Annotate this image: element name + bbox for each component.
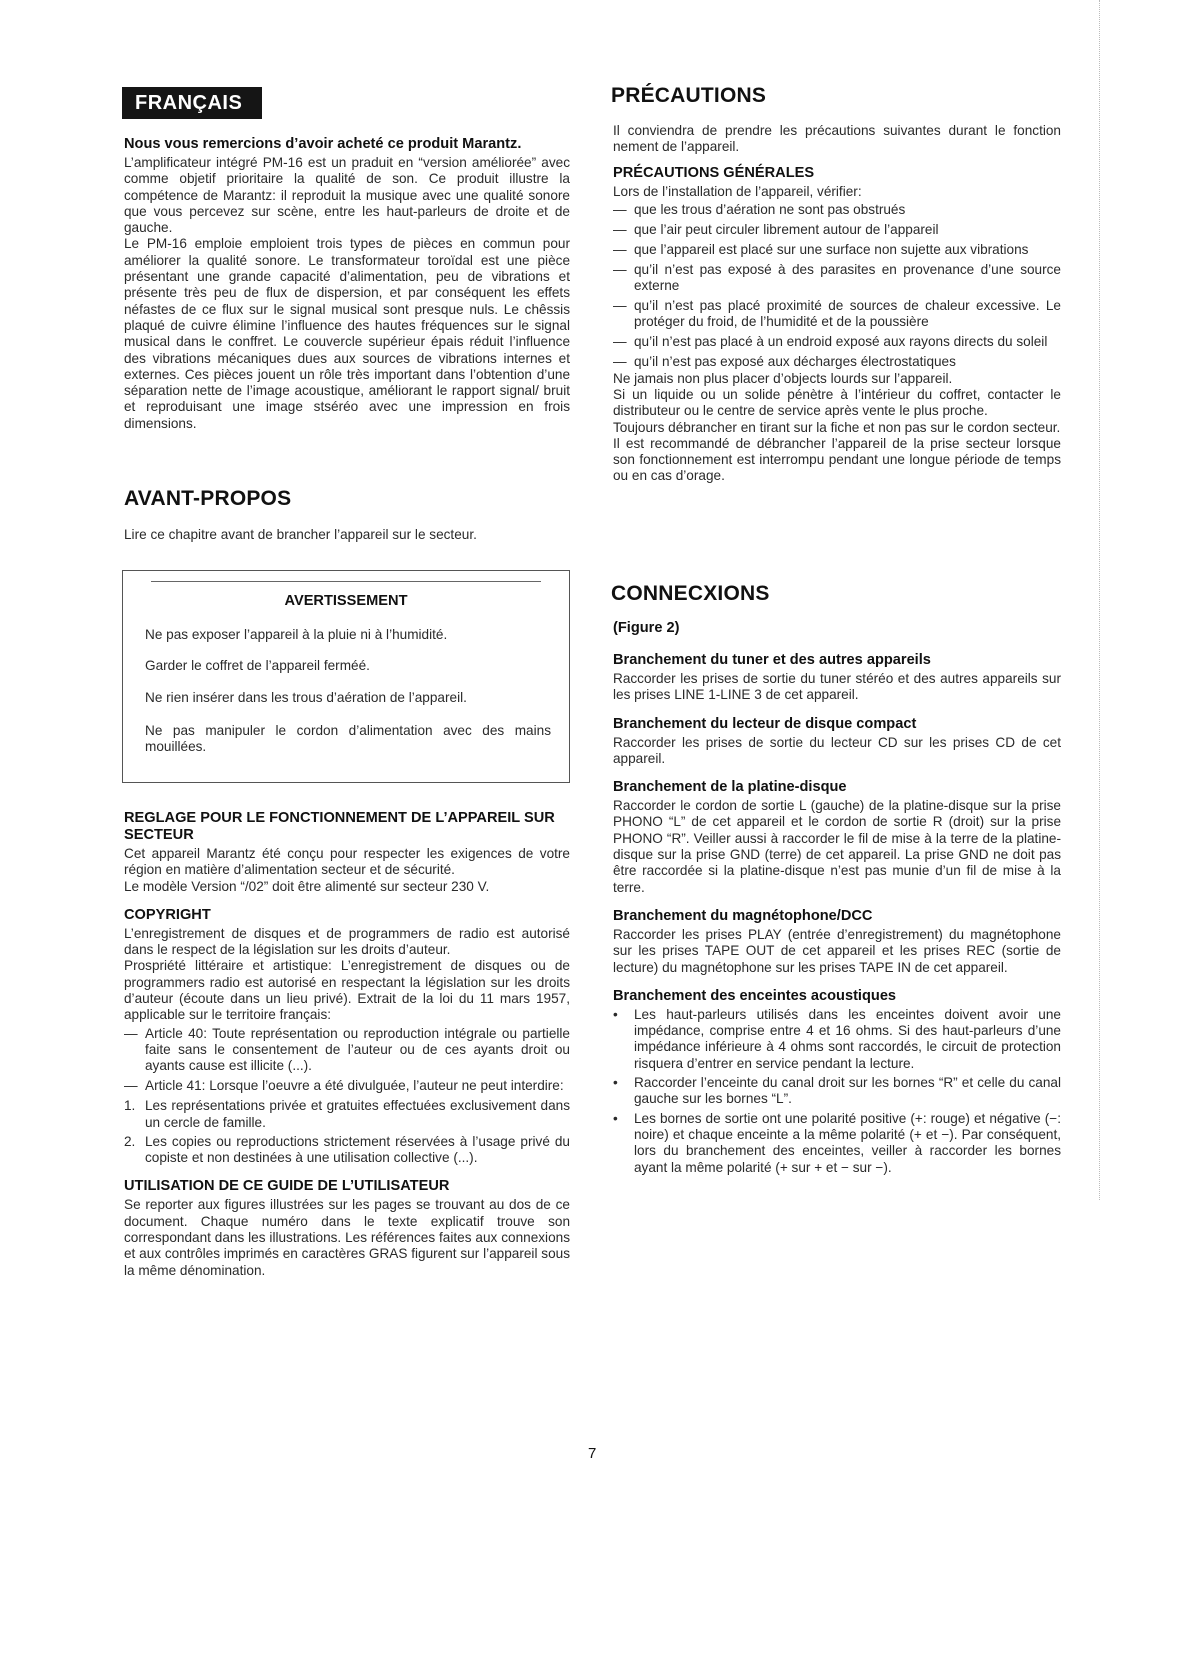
warning-item: Ne pas exposer l’appareil à la pluie ni à l’humidité. xyxy=(145,627,448,642)
cd-text: Raccorder les prises de sortie du lecteur CD sur les prises CD de cet appareil. xyxy=(613,734,1061,766)
list-item: • Les bornes de sortie ont une polarité positive (+: rouge) et négative (−: noire) et chaque enceinte a la même polarité (+ et −). Par conséquent, lors du branchement des enceintes, veiller à raccorder les bornes ayant la même polarité (+ sur + et − sur −). xyxy=(613,1110,1061,1175)
magneto-text: Raccorder les prises PLAY (entrée d’enregistrement) du magnétophone sur les prises TAPE OUT de cet appareil et les prises REC (sortie de lecture) du magnétophone sur les prises TAPE IN de cet appareil. xyxy=(613,926,1061,975)
tuner-text: Raccorder les prises de sortie du tuner stéréo et des autres appareils sur les prises LINE 1-LINE 3 de cet appareil. xyxy=(613,671,1061,703)
warning-item: Garder le coffret de l’appareil ferméé. xyxy=(145,658,370,673)
connexions-figure-ref: (Figure 2) xyxy=(613,620,680,636)
precautions-title: PRÉCAUTIONS xyxy=(611,84,767,107)
precautions-lead: Lors de l’installation de l’appareil, vérifier: xyxy=(613,183,862,199)
copyright-article-list xyxy=(124,1026,570,1095)
list-item: — Article 40: Toute représentation ou reproduction intégrale ou partielle faite sans le consentement de l’auteur ou de ces ayants droit ou ayants cause est illicite (...). xyxy=(124,1025,570,1074)
copyright-title: COPYRIGHT xyxy=(124,906,211,923)
reglage-text-1: Cet appareil Marantz été conçu pour respecter les exigences de votre région en matière d’alimentation secteur et de sécurité. xyxy=(124,846,570,878)
reglage-section xyxy=(124,810,570,1279)
precautions-after-1: Ne jamais non plus placer d’objects lourds sur l’appareil. xyxy=(613,370,953,386)
page-number: 7 xyxy=(588,1445,597,1462)
enceintes-list xyxy=(613,1007,1061,1176)
list-item: 1. Les représentations privée et gratuites effectuées exclusivement dans un cercle de famille. xyxy=(124,1098,570,1130)
precautions-after-3: Toujours débrancher en tirant sur la fiche et non pas sur le cordon secteur. xyxy=(613,419,1061,435)
precautions-generales-title: PRÉCAUTIONS GÉNÉRALES xyxy=(613,164,815,181)
list-item: 2. Les copies ou reproductions strictement réservées à l’usage privé du copiste et non destinées à une utilisation collective (...). xyxy=(124,1133,570,1166)
precautions-section xyxy=(613,123,1061,485)
copyright-numbered-list xyxy=(124,1098,570,1166)
enceintes-title: Branchement des enceintes acoustiques xyxy=(613,987,897,1004)
platine-text: Raccorder le cordon de sortie L (gauche) de la platine-disque sur la prise PHONO “L” de cet appareil et le cordon de sortie R (droit) sur la prise PHONO “R”. Veiller aussi à raccorder le fil de mise à la terre de la platine-disque sur la prise GND (terre) de cet appareil. La prise GND ne doit pas être raccordée si la platine-disque n’est pas munie d’un fil de mise à la terre. xyxy=(613,798,1061,895)
precautions-list xyxy=(613,202,1061,371)
connexions-title: CONNECXIONS xyxy=(611,582,770,605)
list-item: — qu’il n’est pas placé à un endroid exposé aux rayons directs du soleil xyxy=(613,334,1048,350)
intro-heading: Nous vous remercions d’avoir acheté ce produit Marantz. xyxy=(124,136,522,152)
warning-top-rule xyxy=(151,581,541,582)
list-item: — qu’il n’est pas exposé à des parasites en provenance d’une source externe xyxy=(613,261,1061,294)
intro-section xyxy=(124,136,570,432)
list-item: • Raccorder l’enceinte du canal droit sur les bornes “R” et celle du canal gauche sur les bornes “L”. xyxy=(613,1075,1061,1107)
utilisation-text: Se reporter aux figures illustrées sur les pages se trouvant au dos de ce document. Chaque numéro dans le texte explicatif trouve son correspondant dans les illustrations. Les références faites aux connexions et aux contrôles imprimés en caractères GRAS figurent sur l’appareil sous la même dénomination. xyxy=(124,1197,570,1278)
reglage-text-2: Le modèle Version “/02” doit être alimenté sur secteur 230 V. xyxy=(124,878,490,894)
list-item: — que l’appareil est placé sur une surface non sujette aux vibrations xyxy=(613,241,1029,257)
warning-item: Ne rien insérer dans les trous d’aération de l’appareil. xyxy=(145,690,467,705)
warning-item: Ne pas manipuler le cordon d’alimentation avec des mains mouillées. xyxy=(145,723,551,755)
tuner-title: Branchement du tuner et des autres appareils xyxy=(613,652,931,668)
list-item: — Article 41: Lorsque l’oeuvre a été divulguée, l’auteur ne peut interdire: xyxy=(124,1078,564,1094)
copyright-text-2: Prospriété littéraire et artistique: L’enregistrement de disques ou de programmers radio est autorisé en respectant la législation sur les droits d’auteur (écoute dans un lieu privé). Extrait de la loi du 11 mars 1957, applicable sur le territoire français: xyxy=(124,958,570,1023)
precautions-after-2: Si un liquide ou un solide pénètre à l’intérieur du coffret, contacter le distributeur ou le centre de service après vente le plus proche. xyxy=(613,386,1061,419)
language-badge: FRANÇAIS xyxy=(122,87,262,119)
intro-paragraph-1: L’amplificateur intégré PM-16 est un praduit en “version améliorée” avec comme objetif prioritaire la qualité de son. Ce produit illustre la compétence de Marantz: il reproduit la musique avec une qualité sonore que vous percevez sur scène, entre les haut-parleurs de droite et de gauche. xyxy=(124,155,570,236)
copyright-text-1: L’enregistrement de disques et de programmers de radio est autorisé dans le respect de la législation sur les droits d’auteur. xyxy=(124,925,570,958)
avant-propos-text: Lire ce chapitre avant de brancher l’appareil sur le secteur. xyxy=(124,527,477,542)
list-item: — que les trous d’aération ne sont pas obstrués xyxy=(613,201,906,217)
magneto-title: Branchement du magnétophone/DCC xyxy=(613,907,873,924)
list-item: — qu’il n’est pas exposé aux décharges électrostatiques xyxy=(613,354,956,370)
list-item: — que l’air peut circuler librement autour de l’appareil xyxy=(613,221,939,237)
cd-title: Branchement du lecteur de disque compact xyxy=(613,715,917,732)
precautions-intro: Il conviendra de prendre les précautions suivantes durant le fonction nement de l’appareil. xyxy=(613,123,1061,155)
reglage-title: REGLAGE POUR LE FONCTIONNEMENT DE L’APPAREIL SUR SECTEUR xyxy=(124,810,555,843)
precautions-after-4: Il est recommandé de débrancher l’appareil de la prise secteur lorsque son fonctionnement est interrompu pendant une longue période de temps ou en cas d’orage. xyxy=(613,435,1061,484)
intro-paragraph-2: Le PM-16 emploie emploient trois types de pièces en commun pour améliorer la qualité sonore. Le transformateur toroïdal est une pièce présentant une grande capacité d’alimentation, peu de vibrations et présente très peu de flux de dispersion, et par conséquent les effets néfastes de ce flux sur le signal musical sont presque nuls. Le chêssis plaqué de cuivre élimine l’influence des hautes fréquences sur le signal musical dans le conffret. Le couvercle supérieur épais réduit l’influence des vibrations mécaniques dues aux sources de vibrations internes et externes. Ces pièces jouent un rôle très important dans l’obtention d’une séparation nette de l’image acoustique, améliorant le rapport signal/ bruit et reproduisant une image stséréo avec une impression en frois dimensions. xyxy=(124,236,570,431)
warning-box xyxy=(122,570,570,783)
warning-title: AVERTISSEMENT xyxy=(284,593,408,609)
page-edge-line xyxy=(1099,0,1101,1200)
list-item: • Les haut-parleurs utilisés dans les enceintes doivent avoir une impédance, comprise entre 4 et 16 ohms. Si des haut-parleurs d’une impédance inférieure à 4 ohms sont raccordés, le circuit de protection risquera d’entrer en service pendant la lecture. xyxy=(613,1006,1061,1071)
avant-propos-title: AVANT-PROPOS xyxy=(124,487,292,510)
connexions-section xyxy=(613,620,1061,1179)
platine-title: Branchement de la platine-disque xyxy=(613,779,847,796)
list-item: — qu’il n’est pas placé proximité de sources de chaleur excessive. Le protéger du froid, de l’humidité et de la poussière xyxy=(613,298,1061,330)
utilisation-title: UTILISATION DE CE GUIDE DE L’UTILISATEUR xyxy=(124,1178,450,1195)
